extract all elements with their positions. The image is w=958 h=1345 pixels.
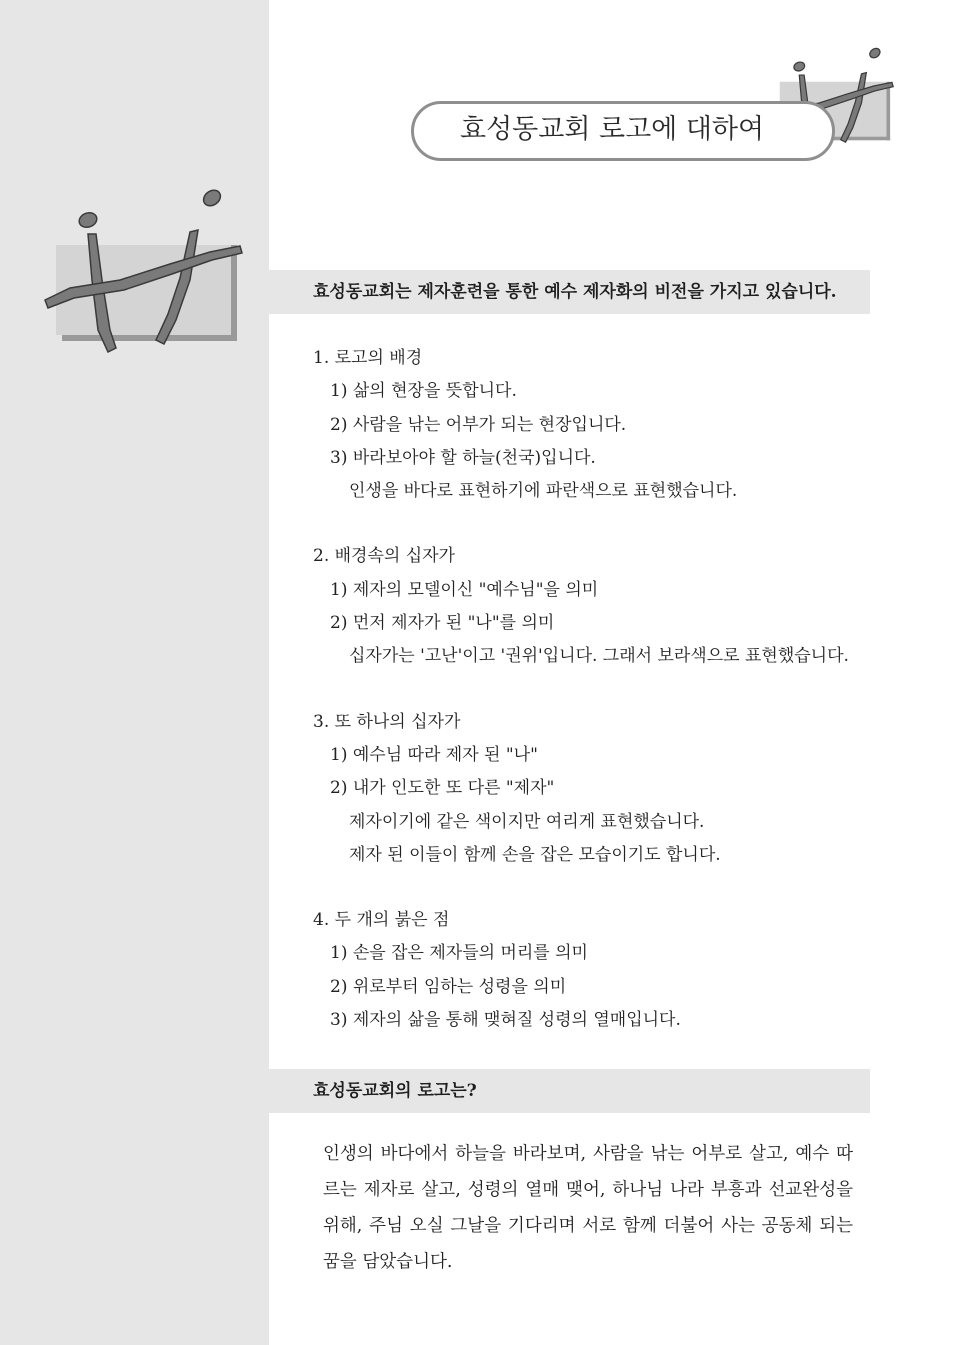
section-heading: 2. 배경속의 십자가: [313, 546, 455, 567]
church-logo-icon: [40, 180, 245, 360]
section-item: 3) 바라보아야 할 하늘(천국)입니다.: [330, 447, 596, 468]
section-item: 2) 위로부터 임하는 성령을 의미: [330, 976, 567, 997]
section-4: [313, 904, 873, 1037]
section-item: 인생을 바다로 표현하기에 파란색으로 표현했습니다.: [349, 481, 738, 502]
section-2: [313, 540, 873, 673]
logo-summary: 인생의 바다에서 하늘을 바라보며, 사람을 낚는 어부로 살고, 예수 따르는 제자로 살고, 성령의 열매 맺어, 하나님 나라 부흥과 선교완성을 위해, 주님 오실 그날을 기다리며 서로 함께 더불어 사는 공동체 되는 꿈을 담았습니다.: [323, 1144, 853, 1272]
section-heading: 1. 로고의 배경: [313, 348, 423, 368]
section-item: 제자이기에 같은 색이지만 여리게 표현했습니다.: [349, 811, 705, 832]
section-item: 2) 사람을 낚는 어부가 되는 현장입니다.: [330, 414, 627, 435]
section-item: 1) 손을 잡은 제자들의 머리를 의미: [330, 943, 588, 964]
section-heading: 4. 두 개의 붉은 점: [313, 910, 450, 931]
section-item: 1) 삶의 현장을 뜻합니다.: [330, 381, 517, 402]
vision-heading: 효성동교회는 제자훈련을 통한 예수 제자화의 비전을 가지고 있습니다.: [313, 282, 837, 302]
section-heading: 3. 또 하나의 십자가: [313, 711, 461, 732]
logo-question-heading: 효성동교회의 로고는?: [313, 1081, 477, 1101]
section-item: 2) 내가 인도한 또 다른 "제자": [330, 778, 555, 799]
vision-band: [269, 270, 870, 314]
section-item: 1) 제자의 모델이신 "예수님"을 의미: [330, 579, 599, 600]
section-item: 십자가는 '고난'이고 '권위'입니다. 그래서 보라색으로 표현했습니다.: [349, 646, 849, 667]
logo-question-band: [269, 1069, 870, 1113]
section-1: [313, 342, 873, 508]
section-item: 제자 된 이들이 함께 손을 잡은 모습이기도 합니다.: [349, 844, 721, 865]
section-3: [313, 706, 873, 872]
logo-explanation: [313, 342, 873, 1069]
section-item: 2) 먼저 제자가 된 "나"를 의미: [330, 613, 555, 634]
section-item: 3) 제자의 삶을 통해 맺혀질 성령의 열매입니다.: [330, 1010, 681, 1031]
section-item: 1) 예수님 따라 제자 된 "나": [330, 744, 538, 765]
page-title: 효성동교회 로고에 대하여: [460, 114, 765, 145]
